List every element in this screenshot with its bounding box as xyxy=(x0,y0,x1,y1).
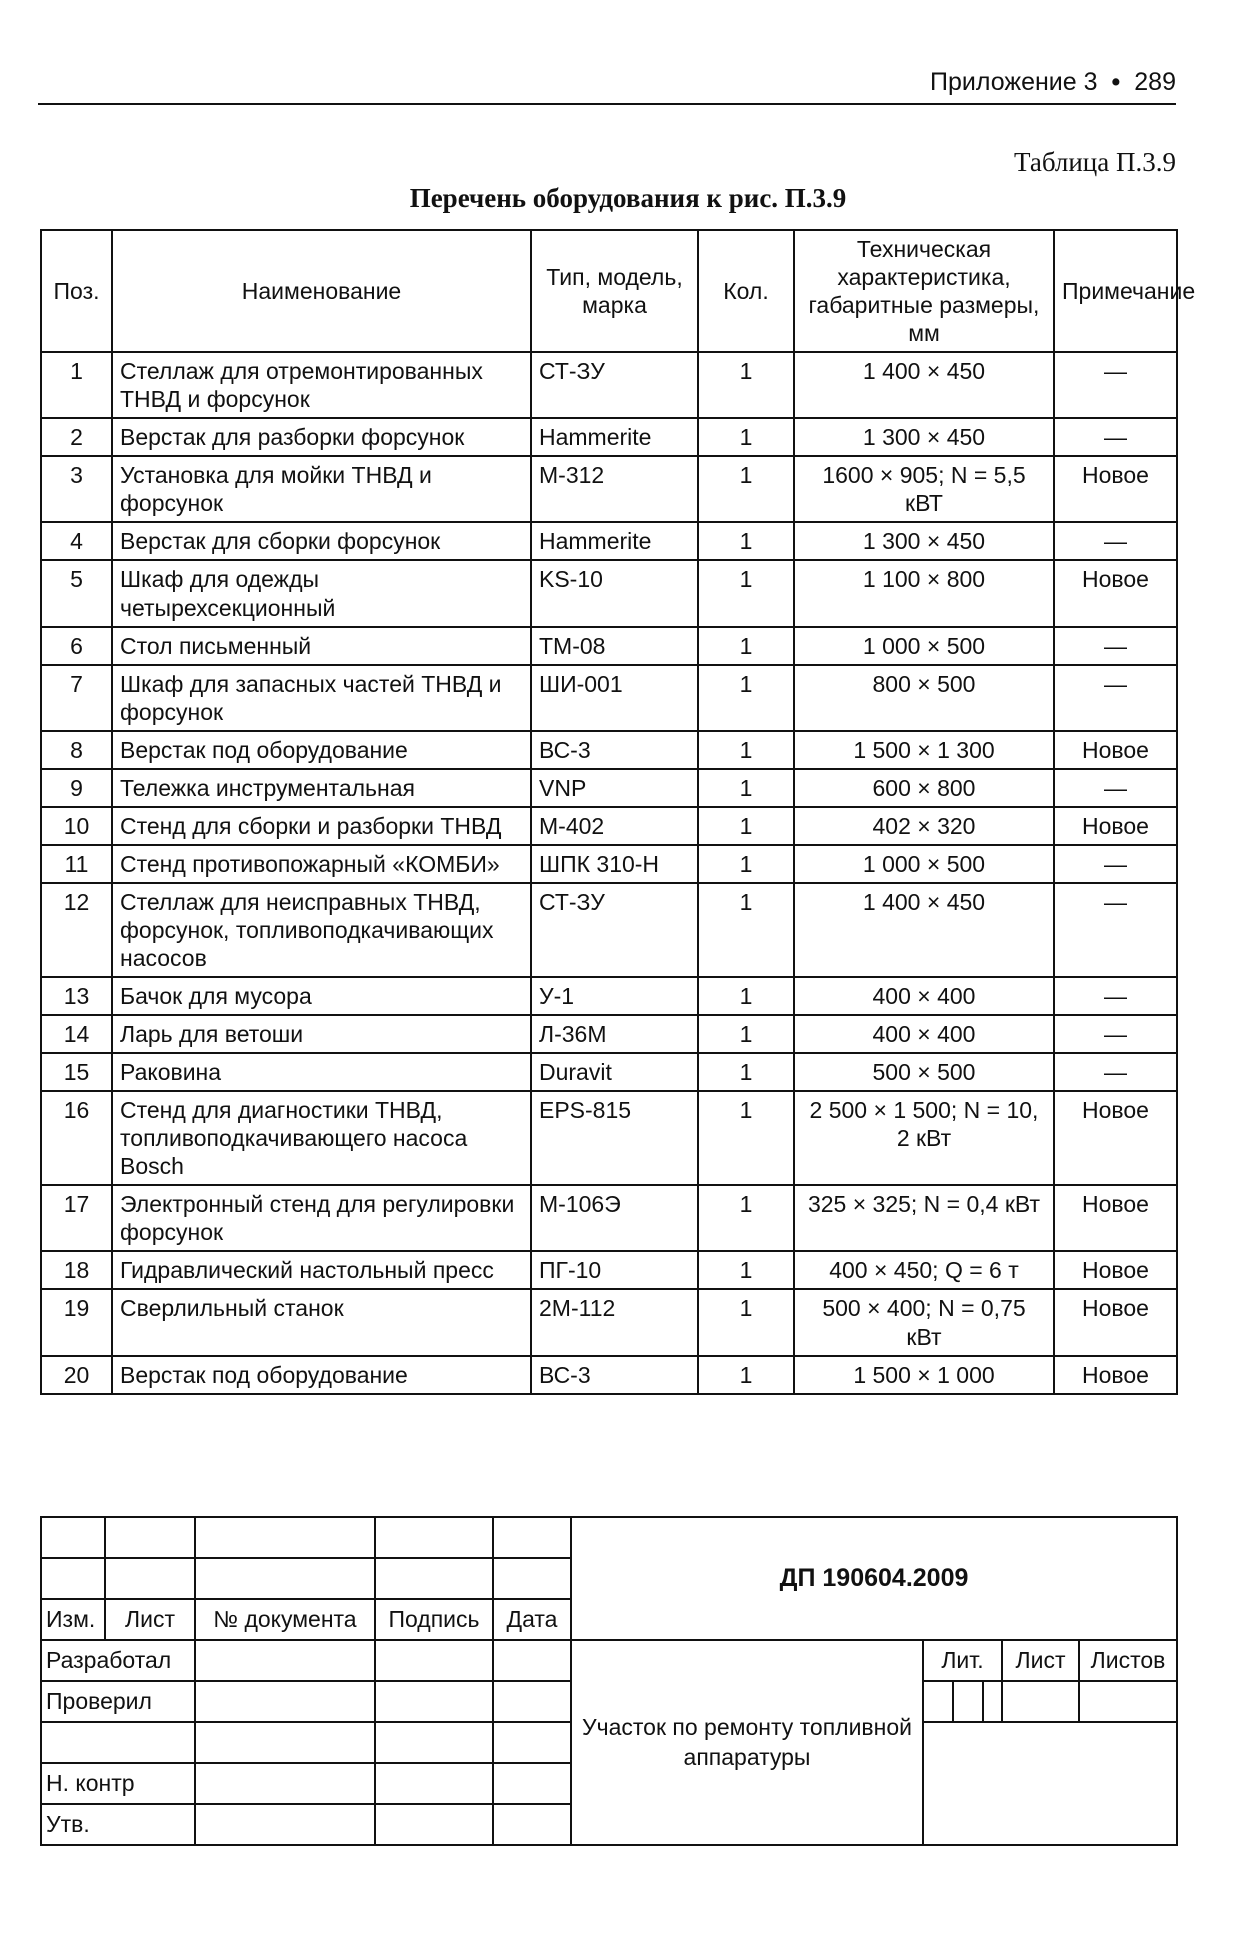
table-row xyxy=(41,977,1177,1015)
cell-name: Стенд для диагностики ТНВД, топливоподкачивающего насоса Bosch xyxy=(112,1091,531,1185)
separator-bullet: • xyxy=(1111,68,1121,96)
cell-quantity: 1 xyxy=(698,352,794,418)
cell-quantity: 1 xyxy=(698,1289,794,1355)
cell-name: Верстак под оборудование xyxy=(112,1356,531,1394)
stamp-cell xyxy=(375,1640,493,1681)
cell-quantity: 1 xyxy=(698,627,794,665)
cell-name: Гидравлический настольный пресс xyxy=(112,1251,531,1289)
cell-quantity: 1 xyxy=(698,769,794,807)
table-row xyxy=(41,665,1177,731)
cell-name: Электронный стенд для регулировки форсунок xyxy=(112,1185,531,1251)
stamp-cell xyxy=(493,1640,571,1681)
column-header-pos: Поз. xyxy=(41,230,112,352)
cell-model: ШПК 310-Н xyxy=(531,845,698,883)
cell-model: Hammerite xyxy=(531,418,698,456)
column-header-model: Тип, модель, марка xyxy=(531,230,698,352)
equipment-table-body xyxy=(41,352,1177,1393)
stamp-cell xyxy=(195,1804,375,1845)
cell-quantity: 1 xyxy=(698,731,794,769)
cell-quantity: 1 xyxy=(698,977,794,1015)
cell-note: — xyxy=(1054,418,1177,456)
cell-spec: 1 500 × 1 000 xyxy=(794,1356,1054,1394)
header-rule xyxy=(38,103,1176,105)
column-header-spec: Техническая характеристика, габаритные размеры, мм xyxy=(794,230,1054,352)
document-code: ДП 190604.2009 xyxy=(571,1517,1177,1640)
cell-spec: 1 400 × 450 xyxy=(794,352,1054,418)
stamp-cell xyxy=(41,1558,105,1599)
stamp-organization-cell xyxy=(923,1722,1177,1845)
cell-quantity: 1 xyxy=(698,1185,794,1251)
cell-note: Новое xyxy=(1054,807,1177,845)
cell-quantity: 1 xyxy=(698,522,794,560)
cell-spec: 1 400 × 450 xyxy=(794,883,1054,977)
column-header-name: Наименование xyxy=(112,230,531,352)
cell-position: 2 xyxy=(41,418,112,456)
running-head xyxy=(930,68,1176,97)
table-header-row xyxy=(41,230,1177,352)
cell-note: Новое xyxy=(1054,1251,1177,1289)
stamp-header-change: Изм. xyxy=(41,1599,105,1640)
table-row xyxy=(41,418,1177,456)
table-row xyxy=(41,1091,1177,1185)
cell-note: Новое xyxy=(1054,731,1177,769)
cell-position: 5 xyxy=(41,560,112,626)
cell-position: 8 xyxy=(41,731,112,769)
cell-spec: 500 × 400; N = 0,75 кВт xyxy=(794,1289,1054,1355)
cell-name: Тележка инструментальная xyxy=(112,769,531,807)
cell-model: EPS-815 xyxy=(531,1091,698,1185)
cell-name: Ларь для ветоши xyxy=(112,1015,531,1053)
cell-name: Шкаф для одежды четырехсекционный xyxy=(112,560,531,626)
column-header-qty: Кол. xyxy=(698,230,794,352)
table-row xyxy=(41,807,1177,845)
table-row xyxy=(41,1015,1177,1053)
cell-quantity: 1 xyxy=(698,665,794,731)
cell-quantity: 1 xyxy=(698,845,794,883)
stamp-role-developed: Разработал xyxy=(41,1640,195,1681)
stamp-header-date: Дата xyxy=(493,1599,571,1640)
equipment-table xyxy=(40,229,1196,1395)
cell-name: Установка для мойки ТНВД и форсунок xyxy=(112,456,531,522)
cell-spec: 2 500 × 1 500; N = 10, 2 кВт xyxy=(794,1091,1054,1185)
cell-quantity: 1 xyxy=(698,807,794,845)
cell-note: Новое xyxy=(1054,456,1177,522)
stamp-cell xyxy=(493,1722,571,1763)
cell-spec: 400 × 400 xyxy=(794,977,1054,1015)
cell-quantity: 1 xyxy=(698,1015,794,1053)
cell-spec: 500 × 500 xyxy=(794,1053,1054,1091)
stamp-header-signature: Подпись xyxy=(375,1599,493,1640)
cell-position: 20 xyxy=(41,1356,112,1394)
cell-name: Раковина xyxy=(112,1053,531,1091)
cell-model: М-402 xyxy=(531,807,698,845)
stamp-letter-cell xyxy=(953,1681,983,1722)
cell-model: Л-36М xyxy=(531,1015,698,1053)
cell-quantity: 1 xyxy=(698,1053,794,1091)
column-header-note: Примечание xyxy=(1054,230,1177,352)
cell-spec: 1 500 × 1 300 xyxy=(794,731,1054,769)
table-row xyxy=(41,560,1177,626)
cell-note: Новое xyxy=(1054,560,1177,626)
cell-position: 7 xyxy=(41,665,112,731)
stamp-cell xyxy=(375,1558,493,1599)
cell-position: 17 xyxy=(41,1185,112,1251)
stamp-cell xyxy=(105,1558,195,1599)
cell-model: ТМ-08 xyxy=(531,627,698,665)
cell-spec: 1 000 × 500 xyxy=(794,627,1054,665)
cell-note: — xyxy=(1054,627,1177,665)
stamp-header-sheet: Лист xyxy=(105,1599,195,1640)
stamp-letter-cell xyxy=(983,1681,1002,1722)
cell-position: 10 xyxy=(41,807,112,845)
cell-spec: 1 300 × 450 xyxy=(794,522,1054,560)
cell-note: — xyxy=(1054,845,1177,883)
stamp-cell xyxy=(195,1763,375,1804)
stamp-header-letter: Лит. xyxy=(923,1640,1002,1681)
cell-note: — xyxy=(1054,977,1177,1015)
cell-position: 16 xyxy=(41,1091,112,1185)
cell-quantity: 1 xyxy=(698,456,794,522)
cell-name: Шкаф для запасных частей ТНВД и форсунок xyxy=(112,665,531,731)
stamp-cell xyxy=(493,1681,571,1722)
cell-spec: 1 000 × 500 xyxy=(794,845,1054,883)
table-row xyxy=(41,456,1177,522)
cell-model: СТ-ЗУ xyxy=(531,883,698,977)
cell-position: 15 xyxy=(41,1053,112,1091)
cell-spec: 800 × 500 xyxy=(794,665,1054,731)
cell-spec: 1 100 × 800 xyxy=(794,560,1054,626)
cell-spec: 400 × 450; Q = 6 т xyxy=(794,1251,1054,1289)
stamp-role-blank xyxy=(41,1722,195,1763)
cell-position: 11 xyxy=(41,845,112,883)
table-row xyxy=(41,522,1177,560)
cell-note: Новое xyxy=(1054,1185,1177,1251)
table-row xyxy=(41,1356,1177,1394)
cell-model: ВС-3 xyxy=(531,1356,698,1394)
table-title: Перечень оборудования к рис. П.3.9 xyxy=(409,183,847,213)
stamp-cell xyxy=(195,1640,375,1681)
cell-position: 1 xyxy=(41,352,112,418)
cell-spec: 1 300 × 450 xyxy=(794,418,1054,456)
cell-name: Стол письменный xyxy=(112,627,531,665)
stamp-cell xyxy=(105,1517,195,1558)
cell-position: 3 xyxy=(41,456,112,522)
cell-quantity: 1 xyxy=(698,560,794,626)
table-row xyxy=(41,731,1177,769)
page-number: 289 xyxy=(1134,68,1176,96)
cell-quantity: 1 xyxy=(698,418,794,456)
cell-note: — xyxy=(1054,352,1177,418)
title-block xyxy=(40,1516,1178,1846)
stamp-cell xyxy=(375,1681,493,1722)
cell-name: Стенд для сборки и разборки ТНВД xyxy=(112,807,531,845)
cell-model: ШИ-001 xyxy=(531,665,698,731)
stamp-header-sheet-number: Лист xyxy=(1002,1640,1079,1681)
cell-position: 19 xyxy=(41,1289,112,1355)
cell-model: М-312 xyxy=(531,456,698,522)
stamp-cell xyxy=(493,1804,571,1845)
table-row xyxy=(41,1185,1177,1251)
table-row xyxy=(41,1289,1177,1355)
cell-position: 14 xyxy=(41,1015,112,1053)
cell-spec: 600 × 800 xyxy=(794,769,1054,807)
stamp-header-document: № документа xyxy=(195,1599,375,1640)
cell-name: Стенд противопожарный «КОМБИ» xyxy=(112,845,531,883)
stamp-role-approved: Утв. xyxy=(41,1804,195,1845)
stamp-header-sheets-total: Листов xyxy=(1079,1640,1177,1681)
table-row xyxy=(41,1053,1177,1091)
stamp-cell xyxy=(375,1517,493,1558)
stamp-cell xyxy=(375,1763,493,1804)
cell-spec: 325 × 325; N = 0,4 кВт xyxy=(794,1185,1054,1251)
cell-model: У-1 xyxy=(531,977,698,1015)
cell-model: М-106Э xyxy=(531,1185,698,1251)
cell-model: VNP xyxy=(531,769,698,807)
cell-name: Верстак под оборудование xyxy=(112,731,531,769)
table-row xyxy=(41,883,1177,977)
cell-name: Стеллаж для неисправных ТНВД, форсунок, топливоподкачивающих насосов xyxy=(112,883,531,977)
stamp-cell xyxy=(493,1763,571,1804)
table-row xyxy=(41,627,1177,665)
cell-position: 13 xyxy=(41,977,112,1015)
stamp-cell xyxy=(493,1558,571,1599)
cell-note: — xyxy=(1054,665,1177,731)
cell-position: 4 xyxy=(41,522,112,560)
table-row xyxy=(41,845,1177,883)
cell-note: — xyxy=(1054,1015,1177,1053)
cell-position: 12 xyxy=(41,883,112,977)
stamp-cell xyxy=(41,1517,105,1558)
cell-note: Новое xyxy=(1054,1289,1177,1355)
cell-model: ПГ-10 xyxy=(531,1251,698,1289)
table-row xyxy=(41,1251,1177,1289)
cell-spec: 402 × 320 xyxy=(794,807,1054,845)
cell-name: Верстак для сборки форсунок xyxy=(112,522,531,560)
cell-quantity: 1 xyxy=(698,1356,794,1394)
cell-position: 6 xyxy=(41,627,112,665)
cell-position: 9 xyxy=(41,769,112,807)
cell-note: — xyxy=(1054,769,1177,807)
cell-note: — xyxy=(1054,522,1177,560)
stamp-cell xyxy=(375,1804,493,1845)
cell-note: Новое xyxy=(1054,1091,1177,1185)
cell-name: Бачок для мусора xyxy=(112,977,531,1015)
cell-note: Новое xyxy=(1054,1356,1177,1394)
table-label: Таблица П.3.9 xyxy=(1014,147,1176,177)
cell-note: — xyxy=(1054,1053,1177,1091)
stamp-cell xyxy=(195,1517,375,1558)
cell-model: ВС-3 xyxy=(531,731,698,769)
cell-quantity: 1 xyxy=(698,883,794,977)
cell-model: СТ-ЗУ xyxy=(531,352,698,418)
cell-spec: 400 × 400 xyxy=(794,1015,1054,1053)
table-row xyxy=(41,769,1177,807)
stamp-role-checked: Проверил xyxy=(41,1681,195,1722)
cell-model: KS-10 xyxy=(531,560,698,626)
stamp-letter-cell xyxy=(923,1681,953,1722)
stamp-role-norm-control: Н. контр xyxy=(41,1763,195,1804)
cell-name: Сверлильный станок xyxy=(112,1289,531,1355)
cell-name: Верстак для разборки форсунок xyxy=(112,418,531,456)
document-title: Участок по ремонту топливной аппаратуры xyxy=(571,1640,923,1845)
cell-name: Стеллаж для отремонтированных ТНВД и форсунок xyxy=(112,352,531,418)
cell-note: — xyxy=(1054,883,1177,977)
cell-model: 2М-112 xyxy=(531,1289,698,1355)
stamp-cell xyxy=(493,1517,571,1558)
cell-position: 18 xyxy=(41,1251,112,1289)
stamp-cell xyxy=(195,1681,375,1722)
stamp-cell xyxy=(195,1722,375,1763)
stamp-cell xyxy=(375,1722,493,1763)
cell-model: Duravit xyxy=(531,1053,698,1091)
section-label: Приложение 3 xyxy=(930,68,1098,96)
cell-quantity: 1 xyxy=(698,1251,794,1289)
cell-model: Hammerite xyxy=(531,522,698,560)
table-row xyxy=(41,352,1177,418)
stamp-cell xyxy=(1002,1681,1079,1722)
stamp-cell xyxy=(195,1558,375,1599)
cell-spec: 1600 × 905; N = 5,5 кВТ xyxy=(794,456,1054,522)
cell-quantity: 1 xyxy=(698,1091,794,1185)
stamp-cell xyxy=(1079,1681,1177,1722)
